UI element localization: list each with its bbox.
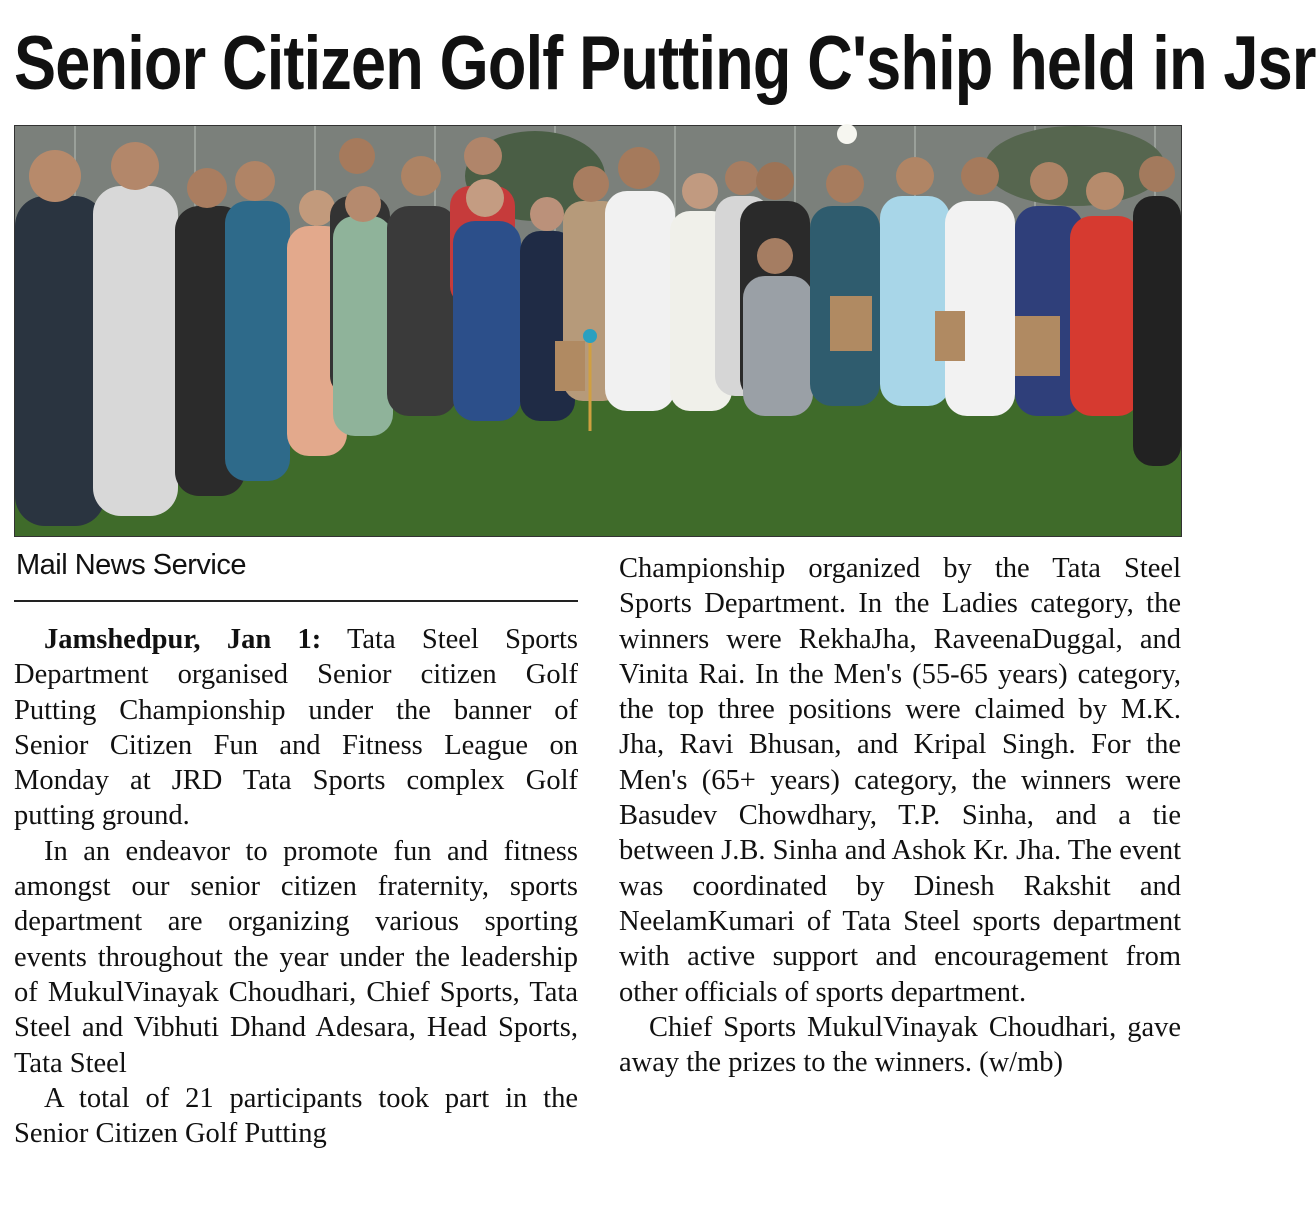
article-column-2	[619, 551, 1181, 1080]
group-photo	[14, 125, 1182, 537]
byline: Mail News Service	[16, 549, 246, 581]
headline: Senior Citizen Golf Putting C'ship held in Jsr	[14, 21, 1316, 106]
byline-rule	[14, 600, 578, 602]
paragraph-3: A total of 21 participants took part in the Senior Citizen Golf Putting	[14, 1082, 578, 1150]
paragraph-1-text: Tata Steel Sports Department organised Senior citizen Golf Putting Championship under the banner of Senior Citizen Fun and Fitness League on Monday at JRD Tata Sports complex Golf putting ground.	[14, 624, 578, 832]
paragraph-5: Chief Sports MukulVinayak Choudhari, gave away the prizes to the winners. (w/mb)	[619, 1011, 1181, 1079]
paragraph-2: In an endeavor to promote fun and fitness amongst our senior citizen fraternity, sports department are organizing various sporting events throughout the year under the leadership of MukulVinayak Choudhari, Chief Sports, Tata Steel and Vibhuti Dhand Adesara, Head Sports, Tata Steel	[14, 835, 578, 1079]
article-column-1	[14, 622, 578, 1151]
paragraph-1	[14, 622, 578, 834]
dateline: Jamshedpur, Jan 1:	[44, 624, 322, 655]
paragraph-4: Championship organized by the Tata Steel Sports Department. In the Ladies category, the winners were RekhaJha, RaveenaDuggal, and Vinita Rai. In the Men's (55-65 years) category, the top three positions were claimed by M.K. Jha, Ravi Bhusan, and Kripal Singh. For the Men's (65+ years) category, the winners were Basudev Chowdhary, T.P. Sinha, and a tie between J.B. Sinha and Ashok Kr. Jha. The event was coordinated by Dinesh Rakshit and NeelamKumari of Tata Steel sports department with active support and encouragement from other officials of sports department.	[619, 553, 1181, 1008]
